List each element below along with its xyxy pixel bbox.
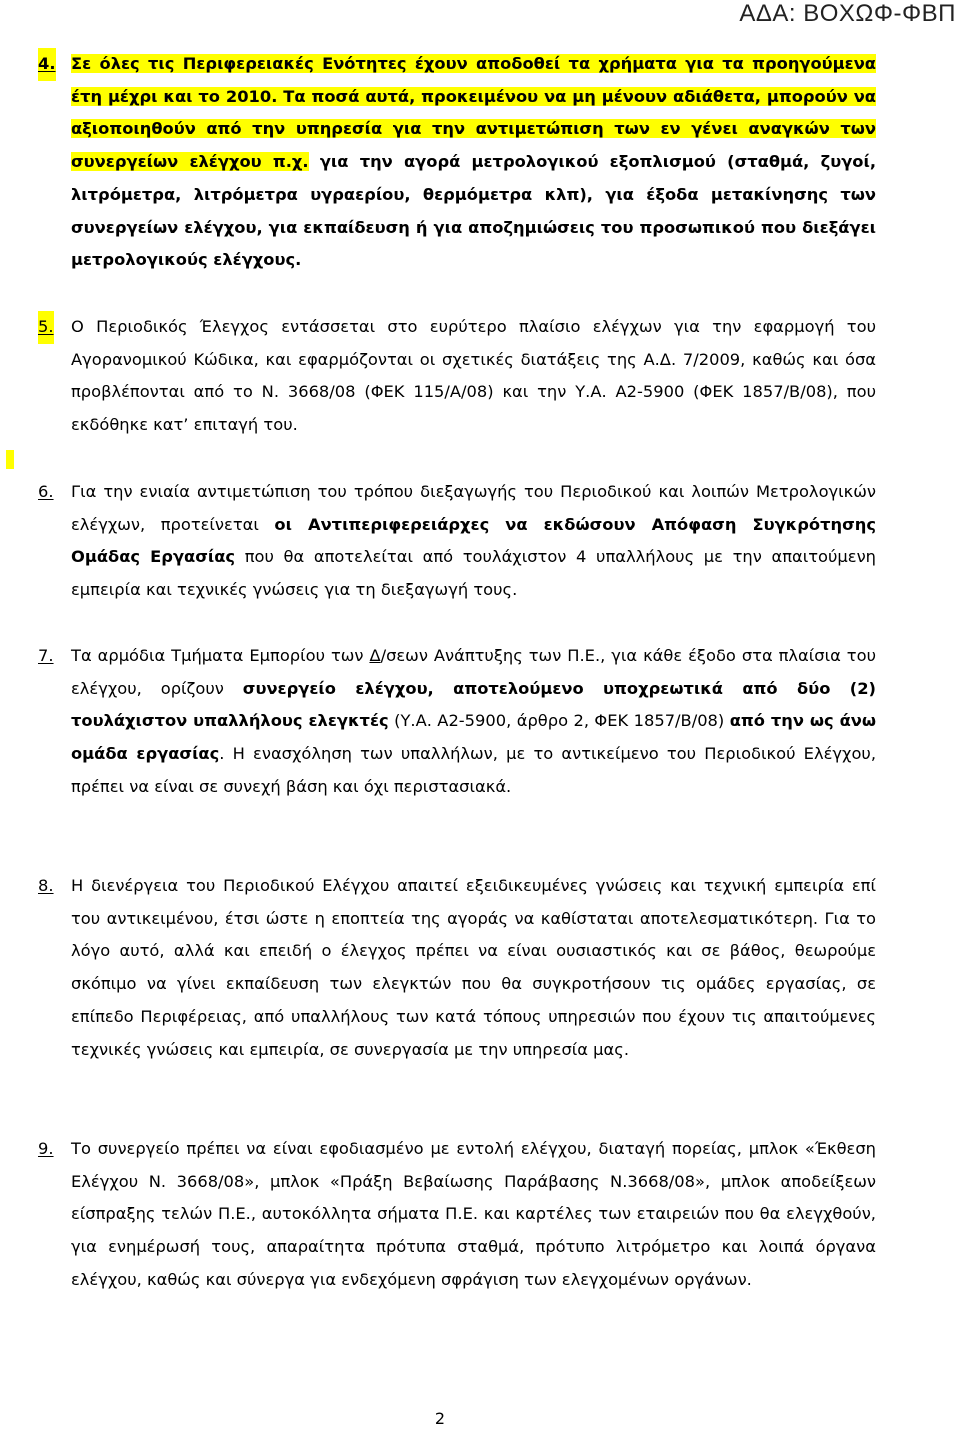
paragraph-9-text: Το συνεργείο πρέπει να είναι εφοδιασμένο με εντολή ελέγχου, διαταγή πορείας, μπλοκ «Έκθεση Ελέγχου Ν. 3668/08», μπλοκ «Πράξη Βεβαίωσης Παράβασης Ν.3668/08», μπλοκ αποδείξεων είσπραξης τελών Π.Ε., αυτοκόλλητα σήματα Π.Ε. και καρτέλες των εταιρειών που θα ελεγχθούν, για ενημέρωσή τους, απαραίτητα πρότυπα σταθμά, πρότυπο λιτρόμετρο και λοιπά όργανα ελέγχου, καθώς και σύνεργα για ενδεχόμενη σφράγιση των ελεγχομένων οργάνων. [71, 1139, 876, 1289]
highlight-marker [6, 450, 14, 469]
paragraph-7-text [71, 640, 876, 804]
text-segment: /σεων Ανάπτυξης των Π.Ε., για κάθε έξοδο στα πλαίσια του ελέγχου, ορίζουν [71, 646, 876, 698]
paragraph-4-text [71, 48, 876, 277]
text-segment: . Η ενασχόληση των υπαλλήλων, με το αντικείμενο του Περιοδικού Ελέγχου, πρέπει να είναι σε συνεχή βάση και όχι περιστασιακά. [71, 744, 877, 796]
text-segment: Τα αρμόδια Τμήματα Εμπορίου των [71, 646, 370, 665]
item-number-5: 5. [38, 311, 54, 344]
paragraph-9 [38, 1133, 876, 1297]
paragraph-7 [38, 640, 876, 804]
paragraph-5-text: Ο Περιοδικός Έλεγχος εντάσσεται στο ευρύτερο πλαίσιο ελέγχων για την εφαρμογή του Αγορανομικού Κώδικα, και εφαρμόζονται οι σχετικές διατάξεις της Α.Δ. 7/2009, καθώς και όσα προβλέπονται από το Ν. 3668/08 (ΦΕΚ 115/Α/08) και την Υ.Α. Α2-5900 (ΦΕΚ 1857/Β/08), που εκδόθηκε κατ’ επιταγή του. [71, 317, 876, 435]
item-number-4: 4. [38, 48, 56, 81]
paragraph-6 [38, 476, 876, 607]
text-segment: (Υ.Α. Α2-5900, άρθρο 2, ΦΕΚ 1857/Β/08) [388, 711, 730, 731]
paragraph-4 [38, 48, 876, 277]
paragraph-8-text: Η διενέργεια του Περιοδικού Ελέγχου απαιτεί εξειδικευμένες γνώσεις και τεχνική εμπειρία επί του αντικειμένου, έτσι ώστε η εποπτεία της αγοράς να καθίσταται αποτελεσματικότερη. Για το λόγο αυτό, αλλά και επειδή ο έλεγχος πρέπει να είναι ουσιαστικός και σε βάθος, θεωρούμε σκόπιμο να γίνει εκπαίδευση των ελεγκτών που θα συγκροτήσουν τις ομάδες εργασίας, σε επίπεδο Περιφέρειας, από υπαλλήλους των κατά τόπους υπηρεσιών που έχουν τις απαιτούμενες τεχνικές γνώσεις και εμπειρία, σε συνεργασία με την υπηρεσία μας. [71, 876, 876, 1059]
bold-text: συνεργείο ελέγχου, αποτελούμενο υποχρεωτικά από δύο (2) τουλάχιστον υπαλλήλους ελεγκτές [71, 678, 876, 731]
paragraph-6-text [71, 476, 876, 607]
text-segment: για την αγορά μετρολογικού εξοπλισμού (σταθμά, ζυγοί, λιτρόμετρα, λιτρόμετρα υγραερίου, θερμόμετρα κλπ), για έξοδα μετακίνησης των συνεργείων ελέγχου, για εκπαίδευση ή για αποζημιώσεις του προσωπικού που διεξάγει μετρολογικούς ελέγχους. [71, 152, 876, 270]
text-segment: Για την ενιαία αντιμετώπιση του τρόπου διεξαγωγής του Περιοδικού και λοιπών Μετρολογικών ελέγχων, προτείνεται [71, 482, 876, 534]
item-number-6: 6. [38, 482, 54, 501]
bold-text: οι Αντιπεριφερειάρχες να εκδώσουν Απόφαση Συγκρότησης Ομάδας Εργασίας [71, 514, 876, 567]
page-number: 2 [434, 1409, 446, 1428]
bold-text: από την ως άνω ομάδα εργασίας [71, 711, 877, 764]
ada-code: ΑΔΑ: ΒΟΧΩΦ-ΦΒΠ [739, 0, 956, 27]
highlighted-text: Σε όλες τις Περιφερειακές Ενότητες έχουν αποδοθεί τα χρήματα για τα προηγούμενα έτη μέχρι και το 2010. Τα ποσά αυτά, προκειμένου να μη μένουν αδιάθετα, μπορούν να αξιοποιηθούν από την υπηρεσία για την αντιμετώπιση των εν γένει αναγκών των συνεργείων ελέγχου π.χ. [71, 54, 876, 172]
item-number-8: 8. [38, 876, 54, 895]
paragraph-5 [38, 311, 876, 442]
underlined-text: Δ [369, 646, 381, 665]
item-number-7: 7. [38, 646, 54, 665]
text-segment: που θα αποτελείται από τουλάχιστον 4 υπαλλήλους με την απαιτούμενη εμπειρία και τεχνικές γνώσεις για τη διεξαγωγή τους. [71, 547, 876, 600]
item-number-9: 9. [38, 1139, 54, 1158]
paragraph-8 [38, 870, 876, 1066]
